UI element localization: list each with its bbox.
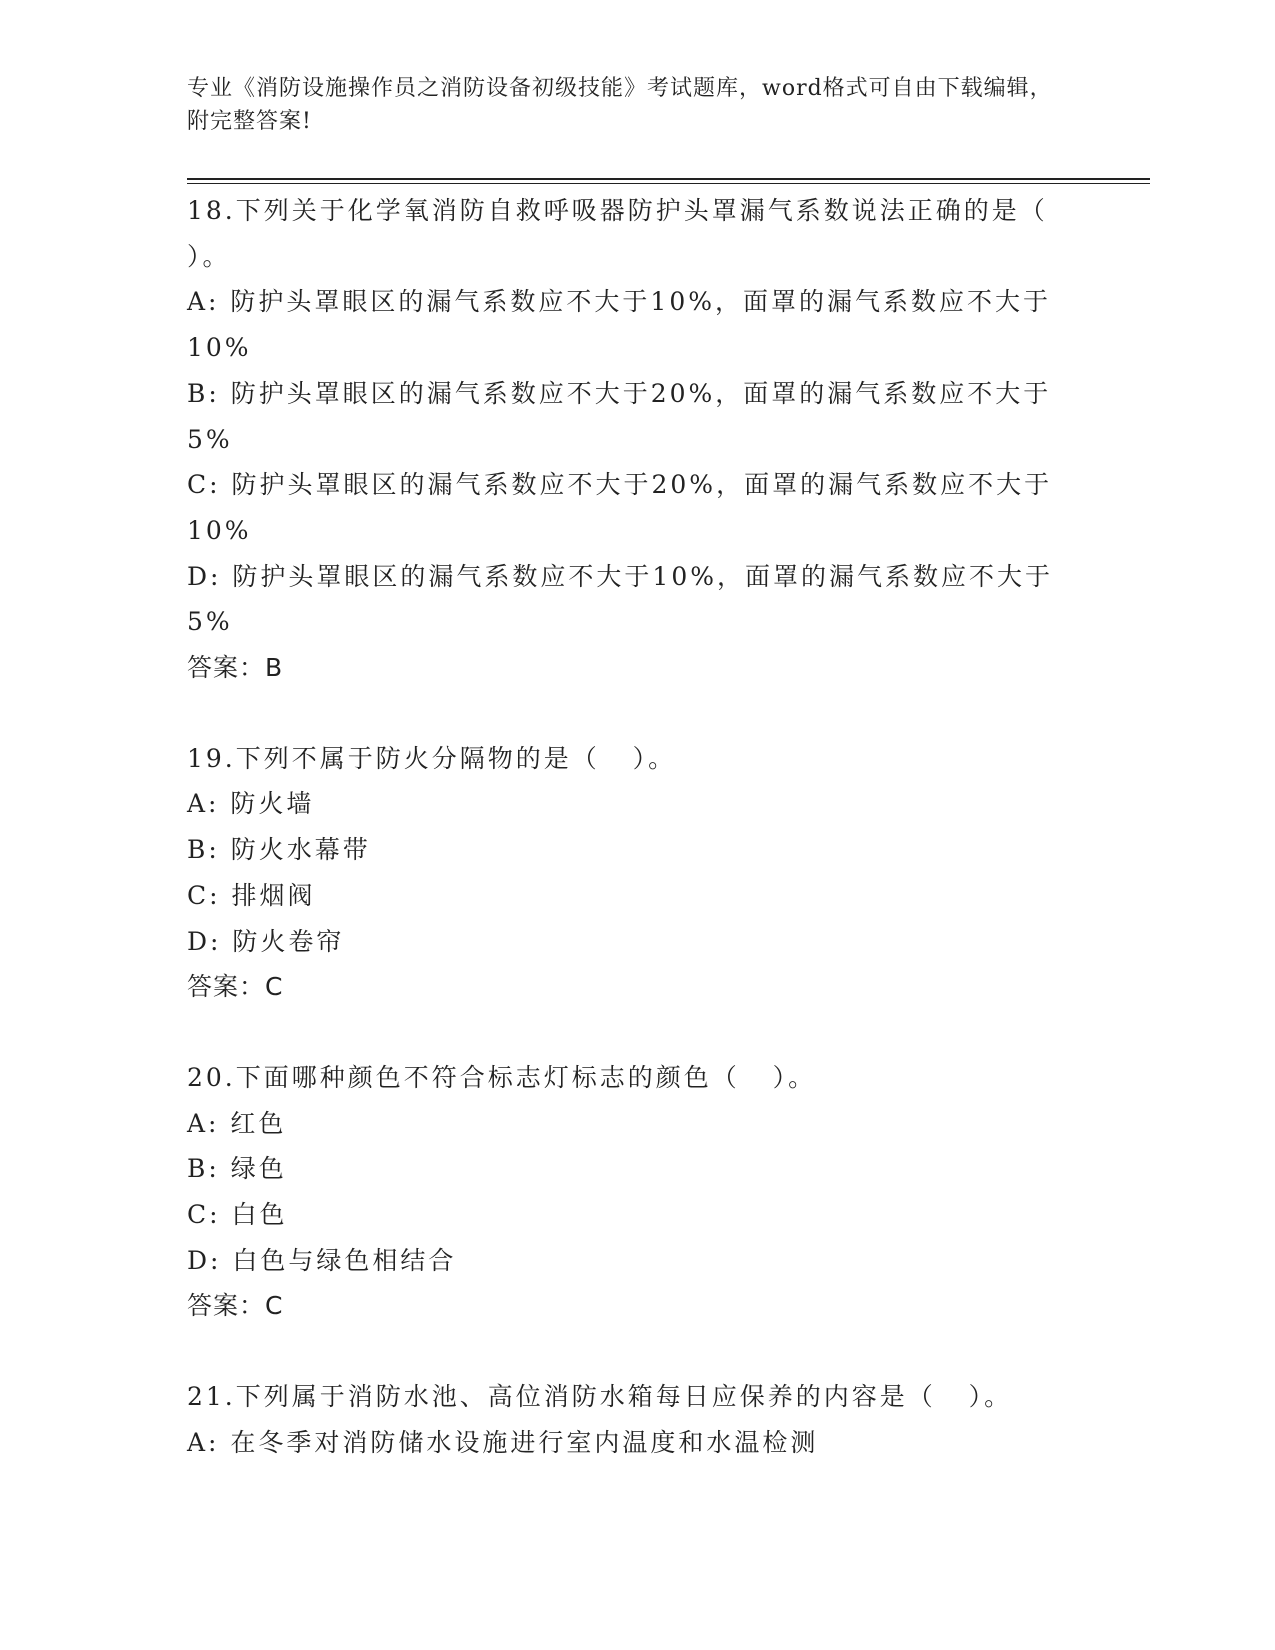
question-option: 5% (187, 607, 233, 637)
header-divider-thick (187, 178, 1150, 180)
question-option: B: 绿色 (187, 1154, 287, 1184)
question-option: B: 防火水幕带 (187, 835, 371, 865)
question-option: C: 排烟阀 (187, 880, 316, 910)
question-option: A: 防护头罩眼区的漏气系数应不大于10%，面罩的漏气系数应不大于 (187, 287, 1051, 317)
question-option: 5% (187, 424, 233, 454)
question-list (187, 188, 1067, 1511)
question-block (187, 736, 1067, 1010)
question-stem: 20.下面哪种颜色不符合标志灯标志的颜色（ ）。 (187, 1062, 817, 1092)
question-option: D: 防火卷帘 (187, 926, 345, 956)
header-divider-thin (187, 183, 1150, 184)
question-block (187, 1055, 1067, 1329)
question-option: A: 在冬季对消防储水设施进行室内温度和水温检测 (187, 1427, 819, 1457)
question-option: D: 白色与绿色相结合 (187, 1245, 457, 1275)
question-option: A: 红色 (187, 1108, 287, 1138)
question-option: C: 防护头罩眼区的漏气系数应不大于20%，面罩的漏气系数应不大于 (187, 470, 1053, 500)
answer-line: 答案：C (187, 1291, 284, 1321)
question-option: 10% (187, 333, 252, 363)
answer-line: 答案：C (187, 972, 284, 1002)
question-option: C: 白色 (187, 1200, 288, 1230)
document-header: 专业《消防设施操作员之消防设备初级技能》考试题库，word格式可自由下载编辑，附完整答案! (187, 76, 1053, 134)
answer-line: 答案：B (187, 653, 284, 683)
question-block (187, 188, 1067, 691)
question-block (187, 1374, 1067, 1465)
question-option: 10% (187, 515, 252, 545)
question-option: B: 防护头罩眼区的漏气系数应不大于20%，面罩的漏气系数应不大于 (187, 378, 1052, 408)
question-stem: 18.下列关于化学氧消防自救呼吸器防护头罩漏气系数说法正确的是（ (187, 196, 1048, 225)
question-stem: ）。 (187, 241, 231, 271)
question-stem: 21.下列属于消防水池、高位消防水箱每日应保养的内容是（ ）。 (187, 1382, 1013, 1412)
question-option: A: 防火墙 (187, 789, 315, 819)
question-option: D: 防护头罩眼区的漏气系数应不大于10%，面罩的漏气系数应不大于 (187, 561, 1053, 591)
question-stem: 19.下列不属于防火分隔物的是（ ）。 (187, 743, 677, 773)
